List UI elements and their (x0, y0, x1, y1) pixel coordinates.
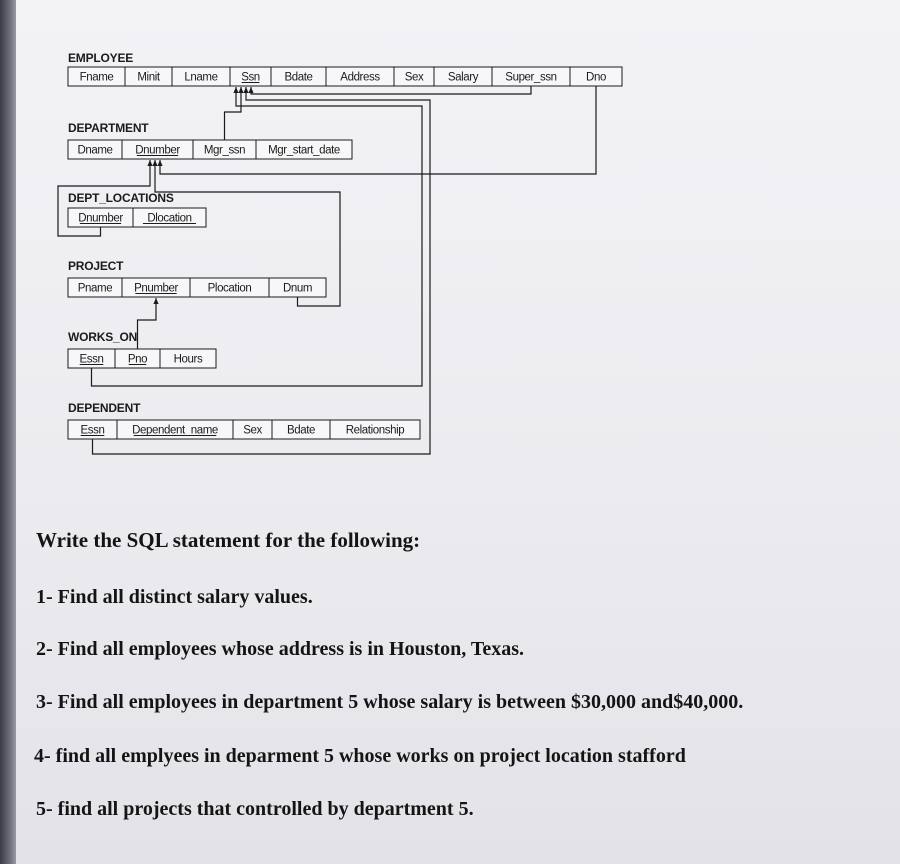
svg-text:Fname: Fname (79, 71, 114, 84)
attribute-bdate (271, 67, 326, 86)
svg-text:Lname: Lname (184, 71, 218, 84)
svg-text:Pname: Pname (77, 282, 113, 295)
attribute-address (326, 67, 394, 86)
question-3: 3- Find all employees in department 5 whose salary is between $30,000 and$40,000. (36, 691, 744, 713)
svg-text:Dnumber: Dnumber (78, 212, 123, 225)
attribute-dependent-name (117, 420, 233, 439)
attribute-pno (115, 349, 160, 368)
attribute-essn (68, 349, 115, 368)
relation-dependent (68, 401, 420, 439)
attribute-ssn (230, 67, 271, 86)
relation-name: DEPT_LOCATIONS (68, 191, 174, 205)
svg-text:Address: Address (340, 71, 380, 84)
attribute-minit (125, 67, 172, 86)
svg-text:Salary: Salary (447, 71, 479, 84)
relation-name: WORKS_ON (68, 330, 138, 344)
svg-text:Mgr_ssn: Mgr_ssn (203, 144, 246, 157)
svg-text:Dnumber: Dnumber (135, 144, 180, 157)
attribute-essn (68, 420, 117, 439)
questions-title: Write the SQL statement for the following: (36, 528, 421, 552)
svg-text:Bdate: Bdate (284, 71, 313, 84)
attribute-dnumber (68, 208, 133, 227)
svg-text:Bdate: Bdate (286, 424, 316, 437)
question-4: 4- find all emplyees in deparment 5 whose works on project location stafford (34, 745, 686, 767)
svg-text:Pno: Pno (127, 353, 148, 366)
svg-text:Dnum: Dnum (282, 282, 313, 295)
attribute-dno (570, 67, 622, 86)
attribute-fname (68, 67, 125, 86)
svg-text:Dno: Dno (586, 71, 606, 84)
svg-text:Essn: Essn (79, 353, 104, 366)
relation-name: PROJECT (68, 259, 124, 273)
attribute-sex (233, 420, 272, 439)
svg-text:Relationship: Relationship (345, 424, 405, 437)
relation-works-on (68, 330, 216, 368)
svg-text:Plocation: Plocation (207, 282, 252, 295)
svg-text:Dependent_name: Dependent_name (132, 424, 218, 437)
attribute-mgr-ssn (193, 140, 256, 159)
svg-text:Pnumber: Pnumber (134, 282, 178, 295)
attribute-dnum (269, 278, 326, 297)
attribute-relationship (330, 420, 420, 439)
question-2: 2- Find all employees whose address is in Houston, Texas. (36, 638, 525, 660)
svg-text:Essn: Essn (80, 424, 105, 437)
svg-text:Mgr_start_date: Mgr_start_date (268, 144, 340, 157)
attribute-dnumber (122, 140, 193, 159)
attribute-pname (68, 278, 122, 297)
svg-text:Minit: Minit (137, 71, 160, 84)
svg-text:Sex: Sex (404, 71, 424, 84)
svg-text:Ssn: Ssn (241, 71, 260, 84)
attribute-hours (160, 349, 216, 368)
relation-dept-locations (68, 191, 206, 227)
attribute-dlocation (133, 208, 206, 227)
svg-text:Dname: Dname (77, 144, 113, 157)
svg-text:Dlocation: Dlocation (147, 212, 192, 225)
svg-text:Sex: Sex (243, 424, 262, 437)
attribute-dname (68, 140, 122, 159)
attribute-super-ssn (492, 67, 570, 86)
relation-name: DEPARTMENT (68, 121, 149, 135)
relation-name: DEPENDENT (68, 401, 141, 415)
attribute-salary (434, 67, 492, 86)
attribute-bdate (272, 420, 330, 439)
question-1: 1- Find all distinct salary values. (36, 586, 313, 608)
attribute-mgr-start-date (256, 140, 352, 159)
svg-text:Super_ssn: Super_ssn (505, 71, 557, 84)
relation-employee (68, 51, 622, 86)
question-5: 5- find all projects that controlled by department 5. (36, 798, 474, 820)
relation-name: EMPLOYEE (68, 51, 134, 65)
attribute-pnumber (122, 278, 190, 297)
attribute-plocation (190, 278, 269, 297)
attribute-lname (172, 67, 230, 86)
relation-department (68, 121, 352, 159)
svg-text:Hours: Hours (173, 353, 203, 366)
relation-project (68, 259, 326, 297)
attribute-sex (394, 67, 434, 86)
